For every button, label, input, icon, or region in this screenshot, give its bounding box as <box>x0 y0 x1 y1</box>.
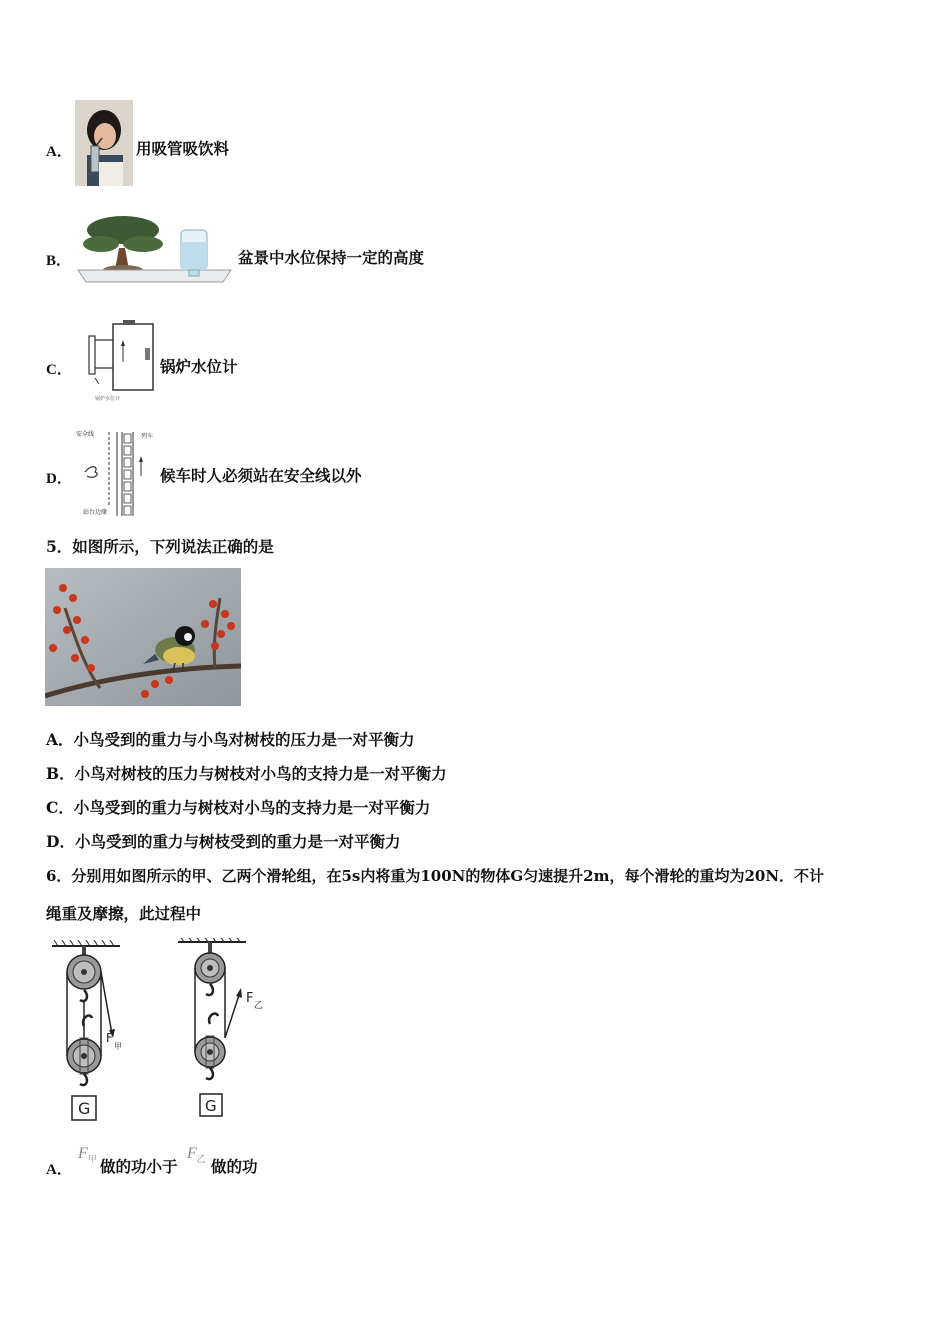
force-label-a: F <box>106 1031 113 1045</box>
q6-stem-line2: 绳重及摩擦，此过程中 <box>46 904 202 923</box>
q5-option-c: C．小鸟受到的重力与树枝对小鸟的支持力是一对平衡力 <box>46 798 431 817</box>
train-platform-safety-line-figure <box>75 428 158 518</box>
q5-option-d: D．小鸟受到的重力与树枝受到的重力是一对平衡力 <box>46 832 401 851</box>
force-label-b-sub: 乙 <box>254 1001 264 1011</box>
q6-option-a-text2: 做的功 <box>211 1157 258 1176</box>
platform-edge-label: 站台边缘 <box>83 509 108 516</box>
pulley-systems-figure <box>50 938 270 1124</box>
q4-option-c-label: C． <box>46 362 72 378</box>
bird-on-branch-photo <box>45 568 241 706</box>
q4-option-a-label: A． <box>46 144 72 160</box>
q5-stem: 5．如图所示，下列说法正确的是 <box>46 537 274 556</box>
boiler-water-gauge-figure <box>75 318 158 403</box>
drinking-straw-photo <box>75 100 133 186</box>
force-label-a-sub: 甲 <box>114 1042 122 1051</box>
q4-option-d-text: 候车时人必须站在安全线以外 <box>160 466 362 485</box>
weight-label-a: G <box>78 1099 91 1118</box>
bonsai-water-tray-figure <box>73 208 236 291</box>
q4-option-a-text: 用吸管吸饮料 <box>136 139 230 158</box>
q5-option-b: B．小鸟对树枝的压力与树枝对小鸟的支持力是一对平衡力 <box>46 764 447 783</box>
q6-option-a-text1: 做的功小于 <box>100 1157 178 1176</box>
pulley-system-b <box>178 938 263 1116</box>
q6-option-a-label: A． <box>46 1162 72 1178</box>
q4-option-c-text: 锅炉水位计 <box>160 357 238 376</box>
pulley-system-a <box>52 940 122 1120</box>
q4-option-b-label: B． <box>46 253 72 269</box>
q6-option-a-f2: $F_乙$ <box>187 1145 206 1165</box>
force-label-b: F <box>246 991 254 1006</box>
q6-stem-line1: 6．分别用如图所示的甲、乙两个滑轮组，在5s内将重为100N的物体G匀速提升2m，每个滑轮的重均为20N．不计 <box>46 867 825 885</box>
safety-line-label: 安全线 <box>76 431 95 438</box>
q6-option-a-f1: $F_甲$ <box>78 1145 97 1165</box>
weight-label-b: G <box>205 1097 217 1115</box>
q4-option-b-text: 盆景中水位保持一定的高度 <box>238 248 425 267</box>
train-label: 列车 <box>141 433 154 440</box>
q4-option-d-label: D． <box>46 471 72 487</box>
boiler-figure-caption: 锅炉水位计 <box>95 396 121 402</box>
q5-option-a: A．小鸟受到的重力与小鸟对树枝的压力是一对平衡力 <box>46 730 415 749</box>
